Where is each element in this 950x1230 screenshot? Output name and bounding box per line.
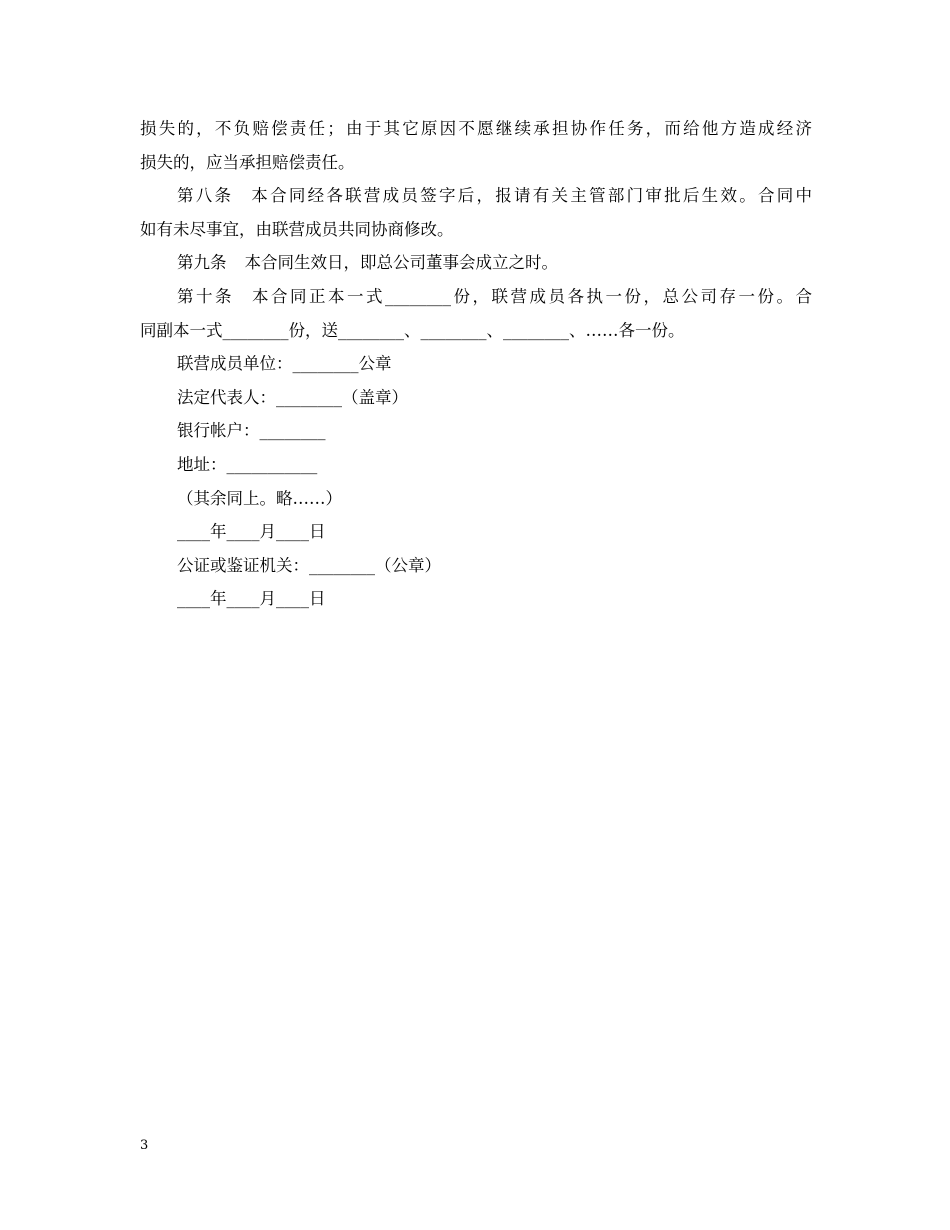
continuation-line-1: 损失的，不负赔偿责任；由于其它原因不愿继续承担协作任务，而给他方造成经济	[140, 119, 812, 138]
article-10-line-2: 同副本一式________份，送________、________、________、……各一份。	[140, 320, 685, 340]
article-8-line-1	[140, 179, 812, 213]
article-8	[140, 179, 812, 246]
article-9-line	[140, 246, 812, 280]
article-8-title: 第八条	[177, 186, 234, 206]
article-10-title: 第十条	[177, 286, 234, 306]
article-9-text: 本合同生效日，即总公司董事会成立之时。	[244, 253, 558, 273]
article-10-text-1: 本合同正本一式________份，联营成员各执一份，总公司存一份。合	[252, 286, 812, 306]
article-8-line-2: 如有未尽事宜，由联营成员共同协商修改。	[140, 219, 454, 239]
document-body	[140, 112, 812, 616]
signature-block	[140, 347, 812, 616]
article-8-text-1: 本合同经各联营成员签字后，报请有关主管部门审批后生效。合同中	[251, 186, 812, 206]
bank-account-line: 银行帐户：________	[177, 421, 326, 441]
article-10	[140, 280, 812, 347]
continuation-line-2: 损失的，应当承担赔偿责任。	[140, 152, 355, 172]
notary-line: 公证或鉴证机关：________（公章）	[177, 555, 441, 575]
article-9	[140, 246, 812, 280]
date-line-1: ____年____月____日	[177, 522, 326, 542]
address-line: 地址：___________	[177, 454, 318, 474]
article-10-line-1	[140, 280, 812, 314]
article-9-title: 第九条	[177, 253, 227, 273]
others-note: （其余同上。略……）	[177, 488, 342, 508]
page-number: 3	[140, 1138, 149, 1153]
date-line-2: ____年____月____日	[177, 589, 326, 609]
legal-representative-line: 法定代表人：________（盖章）	[177, 387, 408, 407]
member-unit-line: 联营成员单位：________公章	[177, 354, 392, 374]
